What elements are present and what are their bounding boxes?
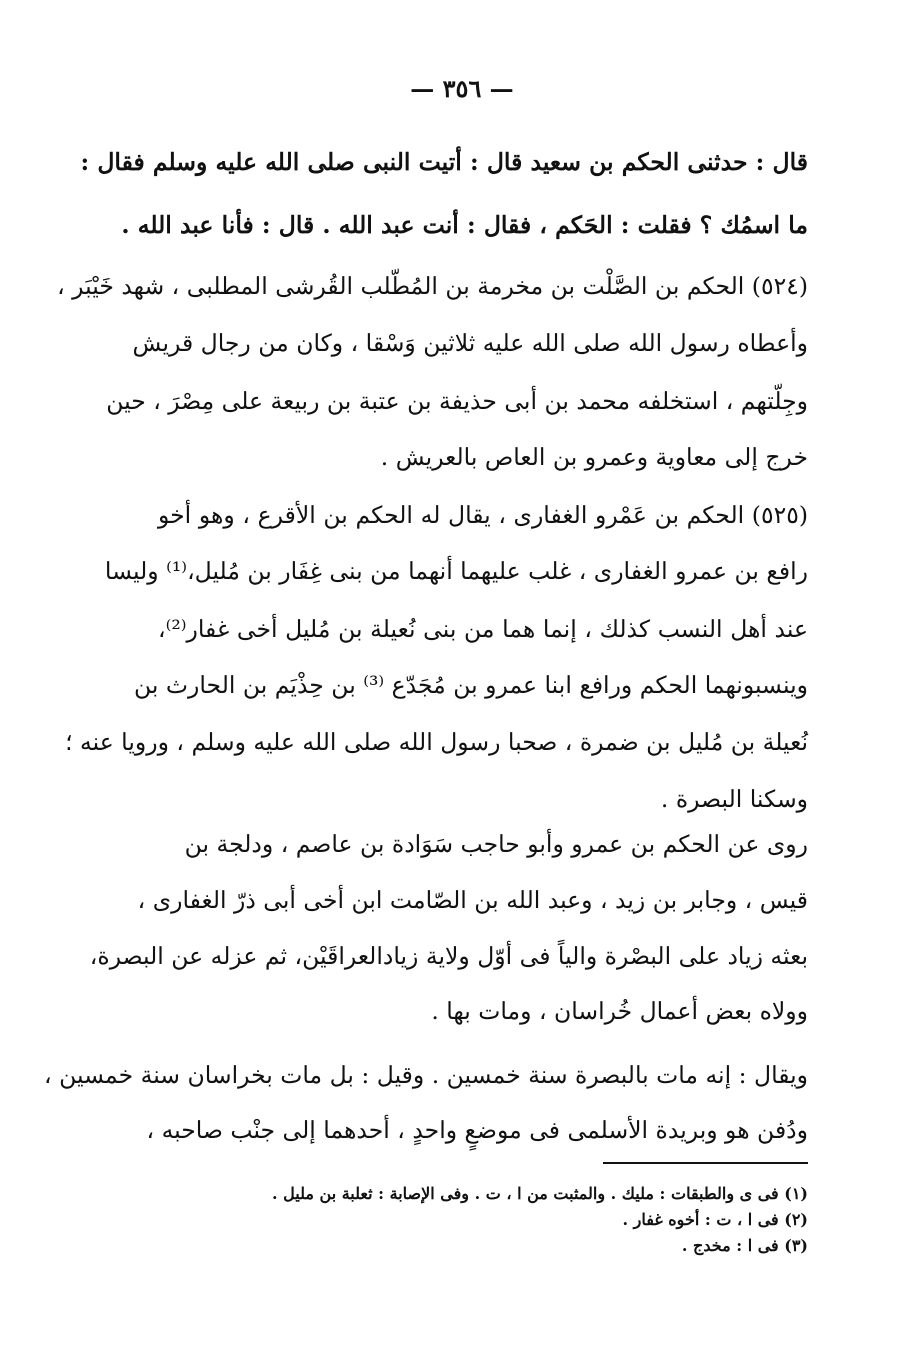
entry-525-line-2: رافع بن عمرو الغفارى ، غلب عليهما أنهما من بنى غِفَار بن مُليل،⁽¹⁾ وليسا bbox=[104, 557, 808, 585]
entry-525-line-3: عند أهل النسب كذلك ، إنما هما من بنى نُعيلة بن مُليل أخى غفار⁽²⁾، bbox=[158, 615, 808, 643]
paragraph-4-line-3: بعثه زياد على البصْرة والياً فى أوّل ولاية زيادالعراقَيْن، ثم عزله عن البصرة، bbox=[89, 942, 808, 970]
entry-525-line-4: وينسبونهما الحكم ورافع ابنا عمرو بن مُجَدّع ⁽³⁾ بن حِذْيَم بن الحارث بن bbox=[134, 671, 808, 699]
entry-524-line-3: وجِلّتهم ، استخلفه محمد بن أبى حذيفة بن عتبة بن ربيعة على مِصْرَ ، حين bbox=[106, 387, 808, 415]
paragraph-5-line-1: ويقال : إنه مات بالبصرة سنة خمسين . وقيل : بل مات بخراسان سنة خمسين ، bbox=[44, 1061, 808, 1089]
entry-524-line-2: وأعطاه رسول الله صلى الله عليه ثلاثين وَسْقا ، وكان من رجال قريش bbox=[132, 329, 808, 357]
entry-524-line-4: خرج إلى معاوية وعمرو بن العاص بالعريش . bbox=[380, 443, 808, 471]
paragraph-4-line-2: قيس ، وجابر بن زيد ، وعبد الله بن الصّامت ابن أخى أبى ذرّ الغفارى ، bbox=[137, 886, 808, 914]
entry-524-line-1: (٥٢٤) الحكم بن الصَّلْت بن مخرمة بن المُطّلب القُرشى المطلبى ، شهد خَيْبَر ، bbox=[57, 272, 808, 300]
footnote-2: (٢) فى ا ، ت : أخوه غفار . bbox=[622, 1210, 808, 1229]
paragraph-1-line-1: قال : حدثنى الحكم بن سعيد قال : أتيت النبى صلى الله عليه وسلم فقال : bbox=[80, 148, 808, 176]
paragraph-1-line-2: ما اسمُك ؟ فقلت : الحَكم ، فقال : أنت عبد الله . قال : فأنا عبد الله . bbox=[121, 211, 808, 239]
paragraph-4-line-1: روى عن الحكم بن عمرو وأبو حاجب سَوَادة بن عاصم ، ودلجة بن bbox=[184, 830, 808, 858]
paragraph-5-line-2: ودُفن هو وبريدة الأسلمى فى موضعٍ واحدٍ ، أحدهما إلى جنْب صاحبه ، bbox=[146, 1116, 808, 1144]
entry-525-line-5: نُعيلة بن مُليل بن ضمرة ، صحبا رسول الله صلى الله عليه وسلم ، ورويا عنه ؛ bbox=[65, 728, 808, 756]
footnote-1: (١) فى ى والطبقات : مليك . والمثبت من ا ، ت . وفى الإصابة : ثعلبة بن مليل . bbox=[272, 1184, 808, 1203]
footnote-3: (٣) فى ا : مخدج . bbox=[681, 1236, 808, 1255]
entry-525-line-1: (٥٢٥) الحكم بن عَمْرو الغفارى ، يقال له الحكم بن الأقرع ، وهو أخو bbox=[158, 501, 808, 529]
footnote-divider bbox=[603, 1162, 808, 1164]
page-number: — ٣٥٦ — bbox=[410, 74, 514, 103]
paragraph-4-line-4: وولاه بعض أعمال خُراسان ، ومات بها . bbox=[431, 997, 808, 1025]
entry-525-line-6: وسكنا البصرة . bbox=[660, 785, 808, 813]
